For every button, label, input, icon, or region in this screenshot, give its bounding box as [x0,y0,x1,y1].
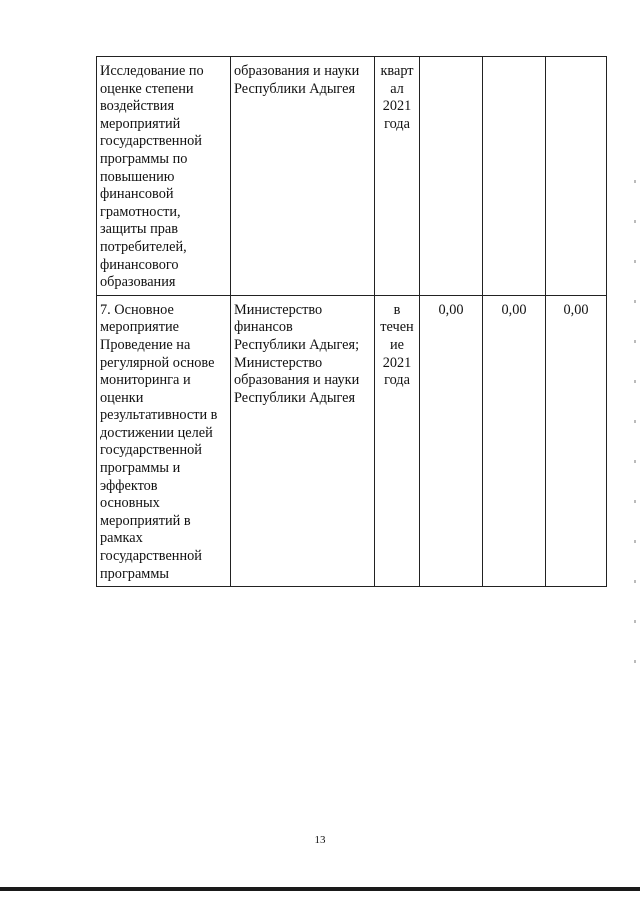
text-line: Республики Адыгея; [234,336,360,353]
value-cell [420,57,483,296]
text-line: течен [380,319,414,336]
text-line: Министерство [234,354,323,371]
text-line: финансовой [100,186,174,203]
scan-edge-marks [634,180,636,680]
text-line: ие [390,336,404,353]
text-line: регулярной основе [100,354,215,371]
text-line: оценки [100,389,144,406]
activity-name-cell [97,57,231,296]
text-line: финансового [100,256,179,273]
text-line: Республики Адыгея [234,389,356,406]
text-line: Исследование по [100,63,204,79]
value-cell: 0,00 [546,295,607,587]
text-line: основных [100,495,160,512]
text-line: государственной [100,442,202,459]
text-line: кварт [380,63,414,79]
text-line: оценке степени [100,80,194,97]
text-line: защиты прав [100,221,178,238]
text-line: повышению [100,168,175,185]
text-line: государственной [100,133,202,150]
text-line: ал [390,80,404,97]
text-line: рамках [100,530,143,547]
value-cell: 0,00 [483,295,546,587]
term-cell [375,295,420,587]
text-line: финансов [234,319,293,336]
text-line: 2021 [382,98,412,115]
text-line: года [384,372,410,389]
text-line: 7. Основное [100,301,174,318]
text-line: воздействия [100,98,175,115]
text-line: Проведение на [100,336,191,353]
value-cell: 0,00 [420,295,483,587]
text-line: эффектов [100,477,158,494]
text-line: программы и [100,460,181,477]
bottom-rule [0,887,640,891]
text-line: образования [100,274,176,291]
table-row [97,57,607,296]
text-line: мониторинга и [100,372,191,389]
text-line: 2021 [382,354,412,371]
term-cell [375,57,420,296]
text-line: результативности в [100,407,218,424]
text-line: программы [100,565,170,582]
text-line: образования и науки [234,372,360,389]
activity-name-cell [97,295,231,587]
text-line: программы по [100,150,188,167]
text-line: образования и науки [234,63,360,79]
text-line: года [384,115,410,132]
text-line: потребителей, [100,238,187,255]
page-number: 13 [314,834,326,846]
program-activities-table [96,56,607,587]
text-line: грамотности, [100,203,181,220]
text-line: мероприятие [100,319,179,336]
executor-cell [231,57,375,296]
value-cell [483,57,546,296]
text-line: достижении целей [100,424,213,441]
value-cell [546,57,607,296]
text-line: Министерство [234,301,323,318]
text-line: мероприятий в [100,512,191,529]
text-line: Республики Адыгея [234,80,356,97]
executor-cell [231,295,375,587]
text-line: государственной [100,548,202,565]
text-line: в [393,301,401,318]
text-line: мероприятий [100,115,181,132]
table-row [97,295,607,587]
